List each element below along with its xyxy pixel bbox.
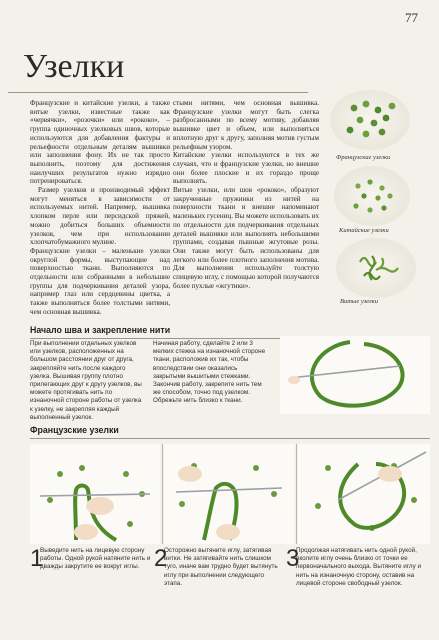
needle-icon <box>176 488 282 492</box>
step-text: Продолжая натягивать нить одной рукой, вколите иглу очень близко от точки ее первоначального выхода. Вытяните иглу и нить на изнаночную сторону, оставив на лицевой стороне свободный узелок. <box>296 547 421 587</box>
french-knots-caption: Французские узелки <box>336 154 391 161</box>
start-column-2: Начиная работу, сделайте 2 или 3 мелких стежка на изнаночной стороне ткани, расположив их так, чтобы впоследствии они оказались закрытыми вышитыми стежками. Закончив работу, закрепите нить тем же способом, точно под узелком. Обрежьте нить близко к ткани. <box>153 340 266 405</box>
chinese-knots-sample <box>334 166 410 226</box>
section-heading-french: Французские узелки <box>30 425 119 435</box>
intro-paragraph: Французские и китайские узелки, а также витые узелки, известные также как «червячки», «розочки» или «рококо», – группа одиночных узелковых швов, которые используются для добавления фактуры и рельефности отдельным деталям вышивки или заполнения фону. Их не так просто выполнить, поэтому для достижения наилучших результатов нужно изрядно потренироваться. <box>30 99 170 186</box>
divider <box>162 444 163 544</box>
start-illustration-panel <box>280 336 430 414</box>
intro-paragraph: Французские узелки – маленькие узелки округлой формы, выступающие над поверхностью ткани. Выполняются по отдельности или собранными в небольшие группы для подчеркивания деталей узора, например глаз или сердцевины цветка, а также выполняться более толстыми нитями, чем основная вышивка. <box>30 246 170 316</box>
needle-icon <box>40 494 150 496</box>
twisted-knots-caption: Витые узелки <box>340 298 379 305</box>
french-knots-sample <box>330 90 410 150</box>
step-3-illustration <box>298 444 430 544</box>
title-rule <box>8 92 308 93</box>
step-1-illustration <box>30 444 160 544</box>
step-number: 2 <box>154 545 168 572</box>
section-rule <box>30 438 430 439</box>
intro-paragraph: Витые узелки, или шов «рококо», образуют закрученные пружинки из нитей на поверхности ткани и внешне напоминают маленьких гусениц. Вы можете использовать их по отдельности для подчеркивания отдельных деталей вышивки или выполнять небольшими группами, создавая пышные жгутовые розы. Они также могут быть использованы для легкого или более плотного заполнения мотива. Для выполнения используйте толстую спицевую иглу, с помощью которой получаются более пухлые «жгутики». <box>173 186 319 290</box>
intro-column-2 <box>173 99 319 290</box>
twisted-knots-sample <box>336 238 416 298</box>
divider <box>296 444 297 544</box>
page-title: Узелки <box>23 48 125 85</box>
step-text: Выведите нить на лицевую сторону работы. Одной рукой натяните нить и дважды закрутите ее вокруг иглы. <box>40 547 151 571</box>
step-number: 1 <box>30 545 44 572</box>
knot-samples-sidebar <box>320 0 439 330</box>
chinese-knots-caption: Китайские узелки <box>339 227 389 234</box>
intro-paragraph: Китайские узелки используются в тех же случаях, что и французские узелки, но внешне они более плоские и их гораздо проще выполнять. <box>173 151 319 186</box>
needle-icon <box>290 366 400 378</box>
title-block <box>8 44 308 96</box>
intro-paragraph: стыми нитями, чем основная вышивка. Французские узелки могут быть слегка разбросанными по всему мотиву, добавляя вышивке цвет и объем, или выполняться вплотную друг к другу, заполняя мотив густым рельефным узором. <box>173 99 319 151</box>
step-2-illustration <box>164 444 294 544</box>
intro-paragraph: Размер узелков и производимый эффект могут меняться в зависимости от используемых нитей. Например, вышивка хлопком перле или персидской пряжей, можно добиться больших объемности узелков, чем при использовании хлопчатобумажного мулине. <box>30 186 170 247</box>
step-text: Осторожно вытяните иглу, затягивая витки. Не затягивайте нить слишком туго, иначе вам трудно будет вытянуть иглу при выполнении следующего этапа. <box>164 547 278 587</box>
anchoring-illustration <box>280 336 430 414</box>
step-number: 3 <box>286 545 300 572</box>
section-heading-start: Начало шва и закрепление нити <box>30 325 171 335</box>
page-number: 77 <box>405 10 418 25</box>
start-column-1: При выполнении отдельных узелков или узелков, расположенных на большом расстоянии друг от друга, закрепляйте нить после каждого узелка. Вышивая группу плотно прилегающих друг к другу узелков, вы можете протягивать нить по изнаночной стороне работы от узелка к узелку, не закрепляя каждый выполненный узелок. <box>30 340 142 421</box>
intro-column-1 <box>30 99 170 317</box>
